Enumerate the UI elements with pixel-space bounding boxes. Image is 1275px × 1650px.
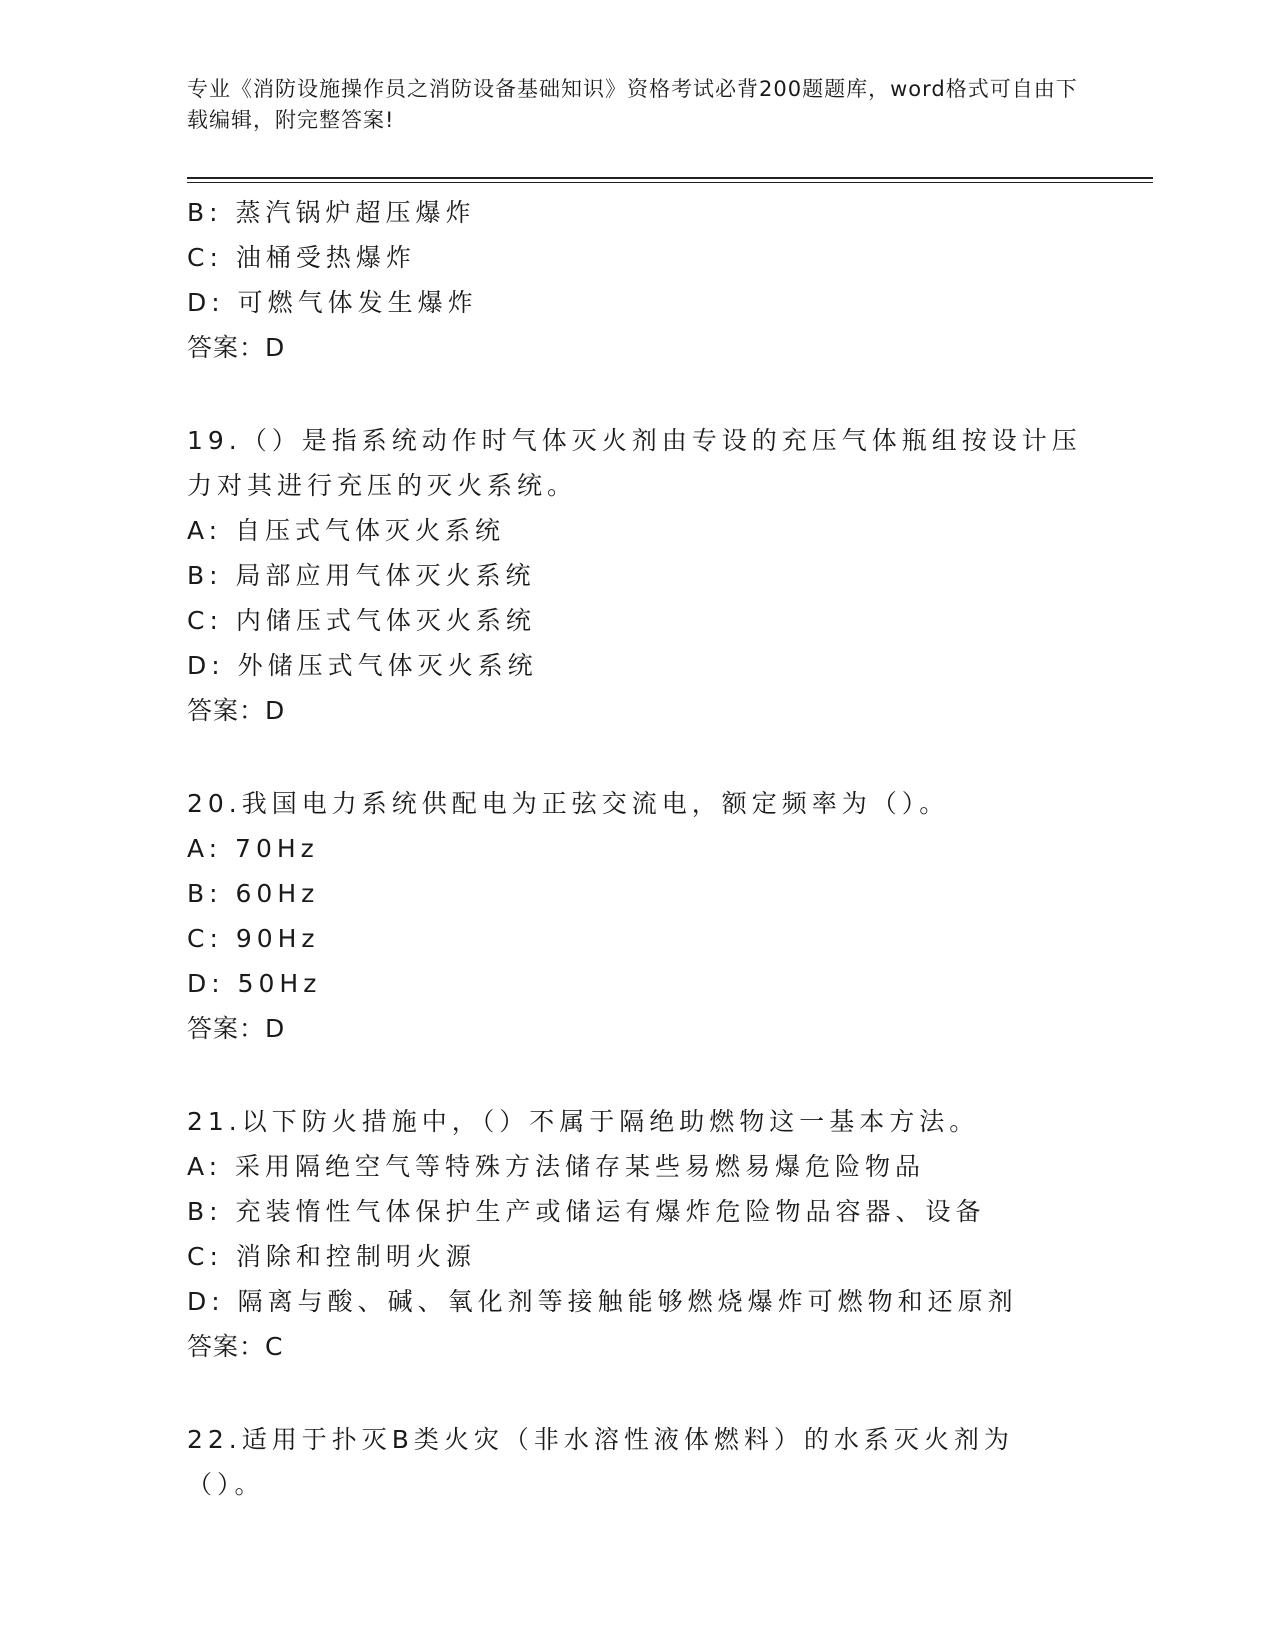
question-list — [187, 190, 1087, 1507]
option-a: A: 采用隔绝空气等特殊方法储存某些易燃易爆危险物品 — [187, 1152, 926, 1181]
option-c: C: 油桶受热爆炸 — [187, 243, 416, 272]
question-text: 19.（）是指系统动作时气体灭火剂由专设的充压气体瓶组按设计压力对其进行充压的灭火系统。 — [187, 426, 1082, 500]
option-d: D: 50Hz — [187, 969, 322, 998]
question-text: 21.以下防火措施中，（）不属于隔绝助燃物这一基本方法。 — [187, 1107, 980, 1136]
question-20 — [187, 781, 1087, 1051]
option-b: B: 充装惰性气体保护生产或储运有爆炸危险物品容器、设备 — [187, 1197, 986, 1226]
option-d: D: 隔离与酸、碱、氧化剂等接触能够燃烧爆炸可燃物和还原剂 — [187, 1287, 1018, 1316]
option-b: B: 蒸汽锅炉超压爆炸 — [187, 198, 476, 227]
header-divider — [187, 177, 1153, 179]
document-header: 专业《消防设施操作员之消防设备基础知识》资格考试必背200题题库，word格式可自由下载编辑，附完整答案! — [187, 77, 1078, 132]
option-d: D: 外储压式气体灭火系统 — [187, 651, 538, 680]
option-b: B: 60Hz — [187, 879, 320, 908]
answer: 答案：C — [187, 1332, 284, 1361]
question-21 — [187, 1099, 1087, 1369]
answer: 答案：D — [187, 333, 286, 362]
question-text: 22.适用于扑灭B类火灾（非水溶性液体燃料）的水系灭火剂为（）。 — [187, 1425, 1014, 1499]
option-c: C: 内储压式气体灭火系统 — [187, 606, 536, 635]
question-22 — [187, 1417, 1087, 1507]
question-19 — [187, 418, 1087, 733]
answer: 答案：D — [187, 696, 286, 725]
header-divider-thin — [187, 182, 1153, 183]
option-a: A: 自压式气体灭火系统 — [187, 516, 506, 545]
option-c: C: 90Hz — [187, 924, 320, 953]
question-continued — [187, 190, 1087, 370]
option-d: D: 可燃气体发生爆炸 — [187, 288, 478, 317]
option-b: B: 局部应用气体灭火系统 — [187, 561, 536, 590]
answer: 答案：D — [187, 1014, 286, 1043]
option-c: C: 消除和控制明火源 — [187, 1242, 476, 1271]
option-a: A: 70Hz — [187, 834, 319, 863]
question-text: 20.我国电力系统供配电为正弦交流电，额定频率为（）。 — [187, 789, 950, 818]
